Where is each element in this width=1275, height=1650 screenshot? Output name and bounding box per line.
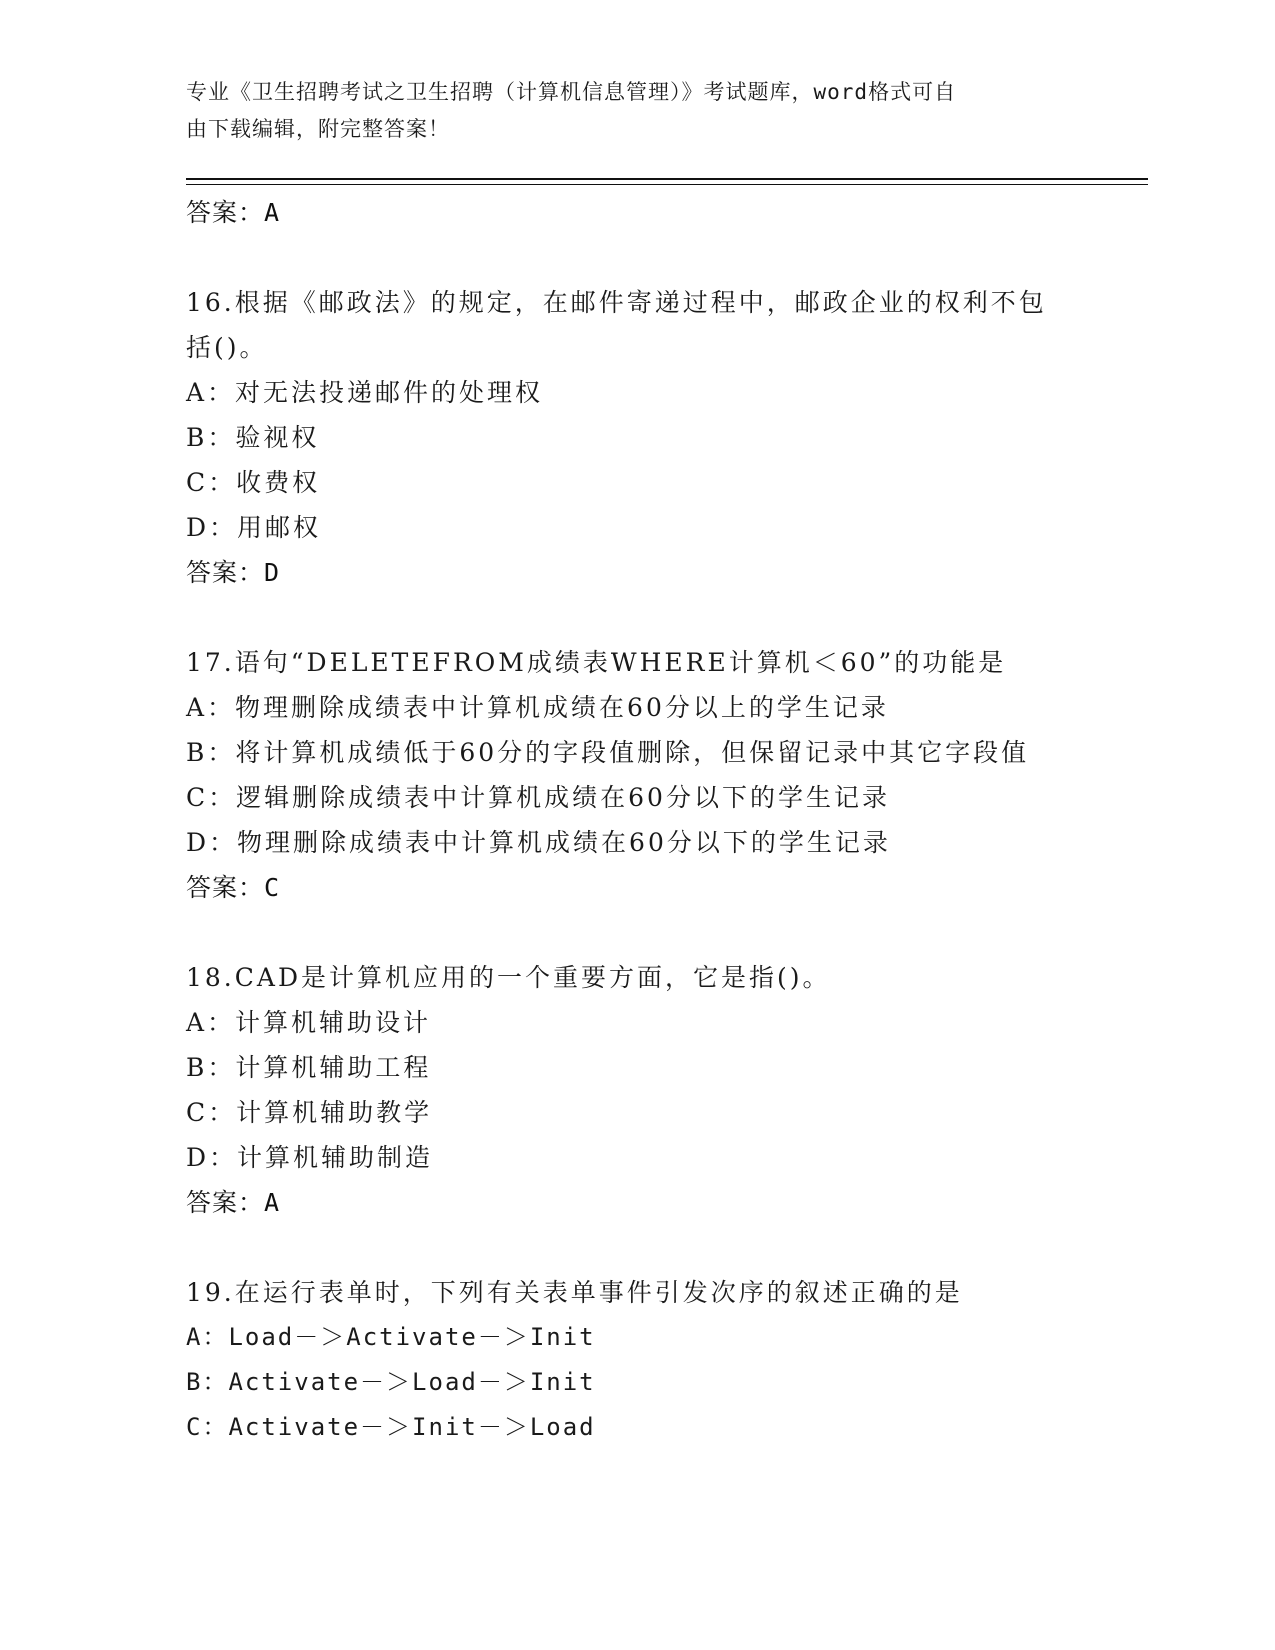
option-a: A：计算机辅助设计 bbox=[186, 1008, 432, 1037]
answer-line bbox=[186, 190, 1086, 236]
answer-value: A bbox=[264, 1188, 281, 1217]
document-header bbox=[186, 74, 1086, 148]
option-c: C：Activate－＞Init－＞Load bbox=[186, 1413, 596, 1441]
answer-label: 答案： bbox=[186, 873, 265, 902]
answer-value: D bbox=[264, 558, 281, 587]
option-a: A：物理删除成绩表中计算机成绩在60分以上的学生记录 bbox=[186, 693, 889, 722]
answer-label: 答案： bbox=[186, 1188, 265, 1217]
option-c: C：计算机辅助教学 bbox=[186, 1098, 433, 1127]
answer-label: 答案： bbox=[186, 558, 265, 587]
question-block bbox=[186, 280, 1086, 596]
answer-line bbox=[186, 1180, 1086, 1226]
question-block bbox=[186, 955, 1086, 1226]
question-stem: 16.根据《邮政法》的规定，在邮件寄递过程中，邮政企业的权利不包 bbox=[186, 288, 1047, 317]
header-line-1: 专业《卫生招聘考试之卫生招聘（计算机信息管理）》考试题库，word格式可自 bbox=[186, 80, 957, 104]
answer-value: C bbox=[264, 873, 281, 902]
option-b: B：将计算机成绩低于60分的字段值删除，但保留记录中其它字段值 bbox=[186, 738, 1030, 767]
answer-label: 答案： bbox=[186, 198, 265, 227]
question-stem: 17.语句“DELETEFROM成绩表WHERE计算机＜60”的功能是 bbox=[186, 648, 1007, 677]
answer-value: A bbox=[264, 198, 281, 227]
option-b: B：计算机辅助工程 bbox=[186, 1053, 432, 1082]
question-block bbox=[186, 1270, 1086, 1450]
option-a: A：Load－＞Activate－＞Init bbox=[186, 1323, 596, 1351]
option-c: C：收费权 bbox=[186, 468, 321, 497]
option-d: D：物理删除成绩表中计算机成绩在60分以下的学生记录 bbox=[186, 828, 891, 857]
option-b: B：Activate－＞Load－＞Init bbox=[186, 1368, 596, 1396]
option-c: C：逻辑删除成绩表中计算机成绩在60分以下的学生记录 bbox=[186, 783, 890, 812]
option-b: B：验视权 bbox=[186, 423, 320, 452]
question-stem-continued: 括()。 bbox=[186, 333, 268, 362]
question-block bbox=[186, 640, 1086, 911]
option-a: A：对无法投递邮件的处理权 bbox=[186, 378, 544, 407]
question-list bbox=[186, 190, 1086, 1450]
answer-line bbox=[186, 550, 1086, 596]
header-line-2: 由下载编辑，附完整答案！ bbox=[186, 117, 450, 141]
header-divider-thin bbox=[186, 184, 1148, 185]
option-d: D：用邮权 bbox=[186, 513, 322, 542]
question-stem: 19.在运行表单时，下列有关表单事件引发次序的叙述正确的是 bbox=[186, 1278, 963, 1307]
answer-line bbox=[186, 865, 1086, 911]
option-d: D：计算机辅助制造 bbox=[186, 1143, 434, 1172]
header-divider-thick bbox=[186, 178, 1148, 180]
question-stem: 18.CAD是计算机应用的一个重要方面，它是指()。 bbox=[186, 963, 831, 992]
